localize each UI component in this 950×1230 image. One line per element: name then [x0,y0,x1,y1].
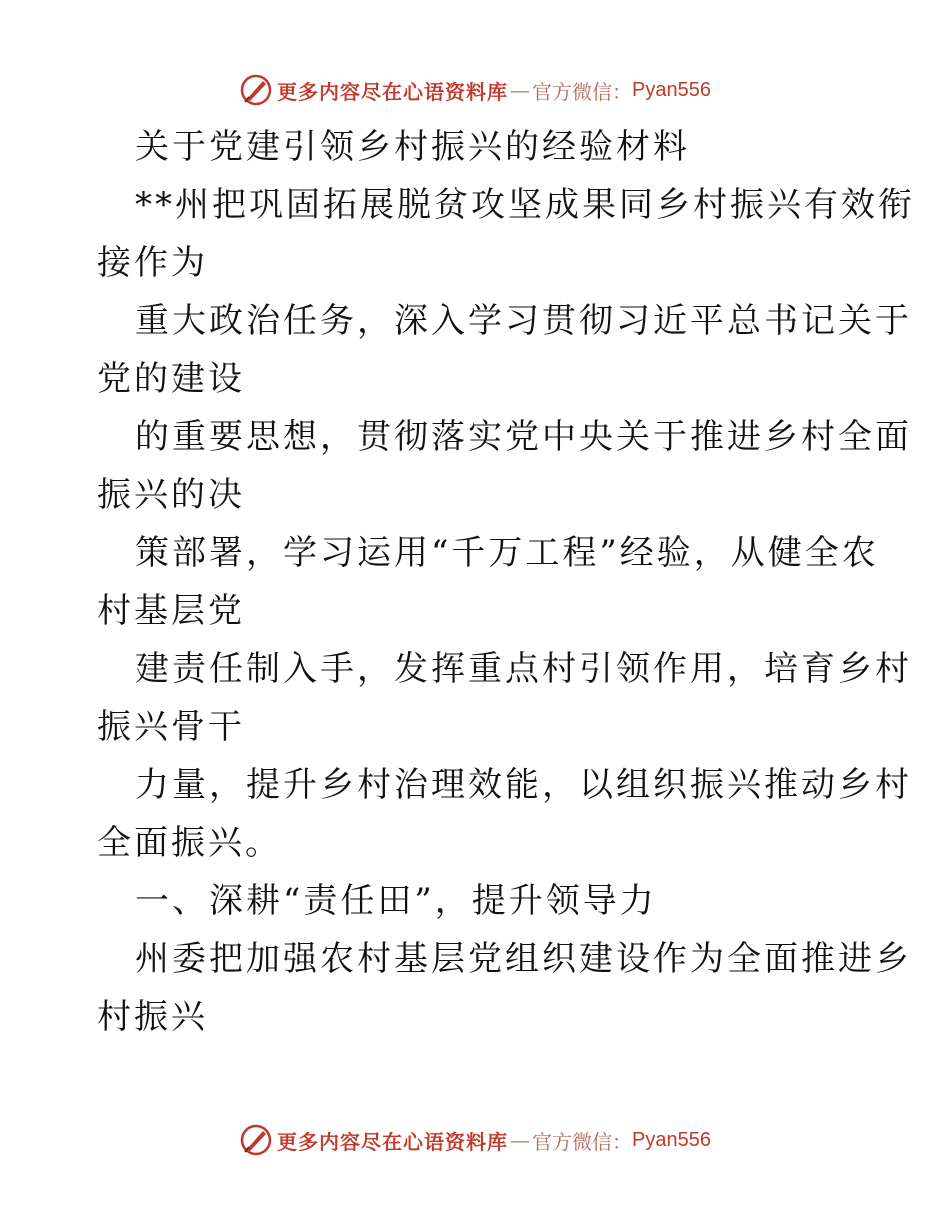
doc-line: **州把巩固拓展脱贫攻坚成果同乡村振兴有效衔 [135,185,915,225]
doc-line: 振兴的决 [97,475,245,515]
doc-line: 村基层党 [97,591,245,631]
banner-wechat-id: Pyan556 [632,1128,711,1151]
doc-line: 接作为 [97,243,208,283]
document-body [97,118,915,1046]
quill-logo-icon [239,73,273,107]
banner-wechat-label: 官方微信： [532,1129,633,1154]
banner-separator: — [510,78,531,102]
doc-line: 力量，提升乡村治理效能，以组织振兴推动乡村 [135,765,912,805]
doc-line: 州委把加强农村基层党组织建设作为全面推进乡 [135,939,912,979]
doc-line: 村振兴 [97,997,208,1037]
doc-line: 策部署，学习运用“千万工程”经验，从健全农 [135,533,879,573]
section-heading: 一、深耕“责任田”，提升领导力 [135,881,657,921]
doc-line: 振兴骨干 [97,707,245,747]
doc-line: 党的建设 [97,359,245,399]
banner-wechat-label: 官方微信： [532,79,633,104]
banner-wechat-id: Pyan556 [632,78,711,101]
doc-line: 重大政治任务，深入学习贯彻习近平总书记关于 [135,301,912,341]
doc-line: 的重要思想，贯彻落实党中央关于推进乡村全面 [135,417,912,457]
quill-logo-icon [239,1123,273,1157]
banner-separator: — [510,1128,531,1152]
banner-text: 更多内容尽在心语资料库 [277,1129,509,1154]
banner-text: 更多内容尽在心语资料库 [277,79,509,104]
header-banner [0,70,950,110]
footer-banner [0,1120,950,1160]
doc-line: 全面振兴。 [97,823,282,863]
doc-title: 关于党建引领乡村振兴的经验材料 [135,127,690,167]
doc-line: 建责任制入手，发挥重点村引领作用，培育乡村 [135,649,912,689]
